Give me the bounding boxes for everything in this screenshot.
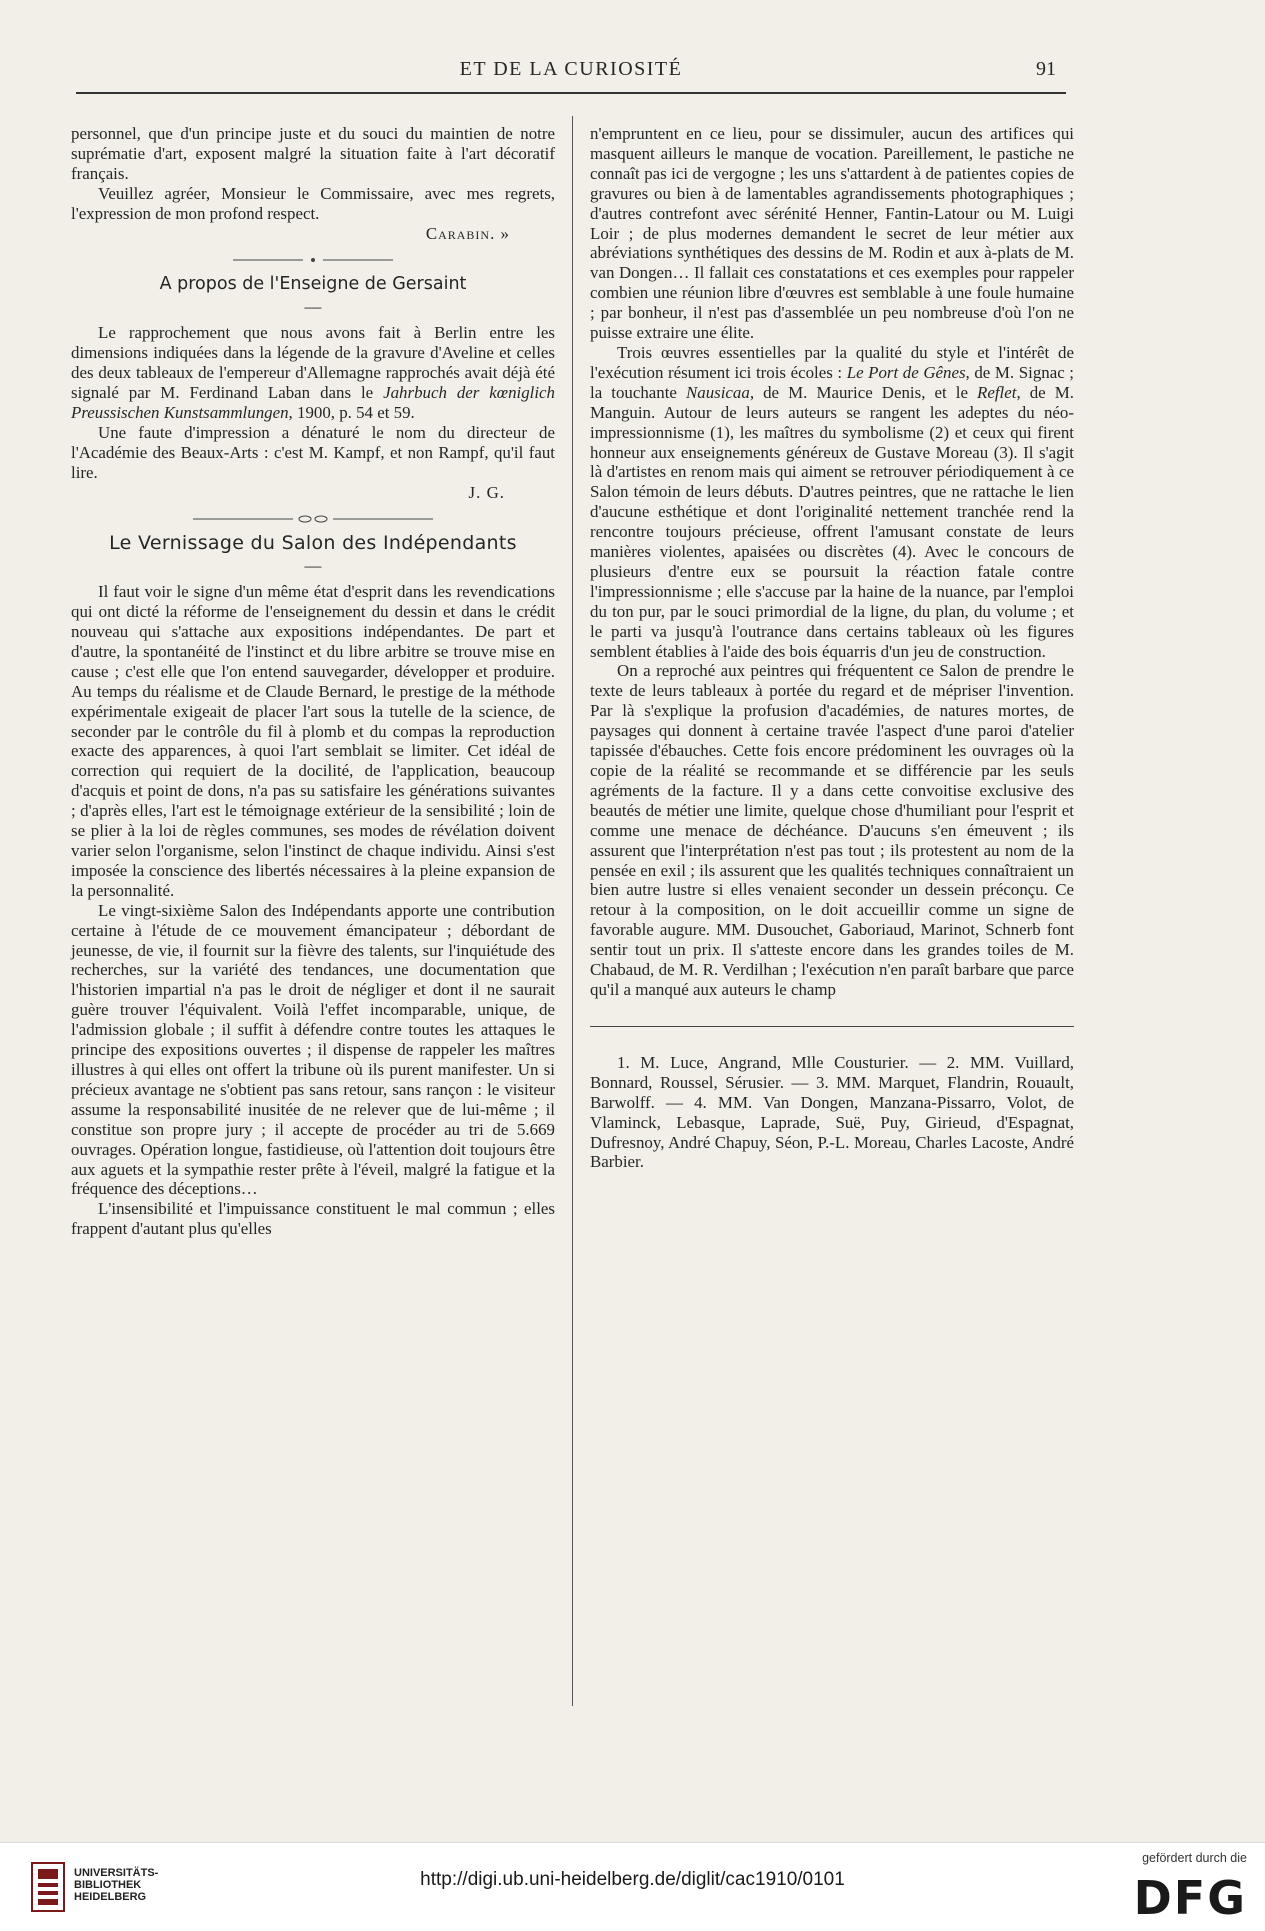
right-column: [590, 124, 1074, 1172]
paragraph: personnel, que d'un principe juste et du souci du maintien de notre suprématie d'art, exposent malgré la situation faite à l'art décoratif français.: [71, 124, 555, 183]
footnote-rule: [590, 1026, 1074, 1027]
heading-dash: —: [304, 556, 322, 576]
heading-dash: —: [304, 297, 322, 317]
paragraph: Une faute d'impression a dénaturé le nom du directeur de l'Académie des Beaux-Arts : c'est M. Kampf, et non Rampf, qu'il faut lire.: [71, 422, 555, 482]
running-title: ET DE LA CURIOSITÉ: [459, 58, 683, 80]
paragraph: Le rapprochement que nous avons fait à Berlin entre les dimensions indiquées dans la légende de la gravure d'Aveline et celles des deux tableaux de l'empereur d'Allemagne rapprochés avait déjà été signalé par M. Ferdinand Laban dans le Jahrbuch der kœniglich Preussischen Kunstsammlungen, 1900, p. 54 et 59.: [71, 323, 555, 422]
paragraph: L'insensibilité et l'impuissance constituent le mal commun ; elles frappent d'autant plus qu'elles: [71, 1199, 555, 1239]
italic-title: Jahrbuch der kœniglich Preussischen Kunstsammlungen: [71, 382, 555, 422]
running-head: [76, 58, 1066, 94]
left-column: [71, 124, 555, 1239]
column-divider: [572, 116, 573, 1706]
library-name: UNIVERSITÄTS- BIBLIOTHEK HEIDELBERG: [74, 1867, 159, 1903]
footnote-text: 1. M. Luce, Angrand, Mlle Cousturier. — 2. MM. Vuillard, Bonnard, Roussel, Sérusier. — 3. MM. Marquet, Flandrin, Rouault, Barwolff. — 4. MM. Van Dongen, Manzana-Pissarro, Volot, de Vlaminck, Lebasque, Laprade, Suë, Puy, Girieud, d'Espagnat, Dufresnoy, André Chapuy, Séon, P.-L. Moreau, Charles Lacoste, André Barbier.: [590, 1052, 1074, 1172]
digitization-footer: [0, 1842, 1265, 1931]
paragraph: On a reproché aux peintres qui fréquentent ce Salon de prendre le texte de leurs tableaux à portée du regard et de mépriser l'invention. Par là s'explique la profusion d'académies, de natures mortes, de paysages qui donnent à certaine travée l'aspect d'une paroi d'atelier tapissée d'ébauches. Cette fois encore prédominent les ouvrages où la copie de la réalité se recommande et se différencie par les seuls agréments de la facture. Il y a dans cette convoitise exclusive des beautés de métier une limite, quelque chose d'humiliant pour l'esprit et comme une menace de déchéance. D'aucuns s'en émeuvent ; ils assurent que l'interprétation n'est pas tout ; ils protestent au nom de la pensée en exil ; ils assurent que les qualités techniques connaîtraient un bien autre lustre si elles venaient seconder un dessein préconçu. Ce retour à la composition, on le doit accueillir comme un signe de favorable augure. MM. Dusouchet, Gaboriaud, Marinot, Schnerb font sentir tout un prix. Il s'atteste encore dans les grandes toiles de M. Chabaud, de M. R. Verdilhan ; l'exécution n'en paraît barbare que parce qu'il a manqué aux auteurs le champ: [590, 661, 1074, 999]
page-number: 91: [1036, 58, 1056, 80]
ornament-divider: [71, 510, 555, 524]
paragraph: Le vingt-sixième Salon des Indépendants apporte une contribution certaine à l'étude de ce mouvement émancipateur ; débordant de jeunesse, de vie, il fournit sur la fièvre des talents, sur l'inquiétude des recherches, sur la variété des tendances, une documentation que l'historien impartial n'a pas le droit de négliger et dont il ne saurait guère trouver l'équivalent. Voilà l'effet incomparable, unique, de l'admission globale ; il suffit à défendre contre toutes les attaques le principe des expositions ouvertes ; il dispense de rappeler les maîtres illustres à qui elles ont offert la tribune où ils purent manifester. Un si précieux avantage ne s'obtient pas sans retour, sans rançon : le visiteur assume la responsabilité inusitée de ne relever que de lui-même ; il constitue son propre jury ; il accepte de procéder au tri de 5.669 ouvrages. Opération longue, fastidieuse, où l'attention doit toujours être aux aguets et la sympathie rester prête à l'éveil, malgré la fatigue et la fréquence des déceptions…: [71, 900, 555, 1199]
paragraph: Il faut voir le signe d'un même état d'esprit dans les revendications qui ont dicté la réforme de l'enseignement du dessin et dans le crédit nouveau qui s'attache aux expositions indépendantes. De part et d'autre, la spontanéité de l'instinct et du libre arbitre se trouve mise en cause ; c'est elle que l'on entend sauvegarder, développer et produire. Au temps du réalisme et de Claude Bernard, le prestige de la méthode expérimentale exigeait de placer l'art sous la tutelle de la science, de seconder par le contrôle du fil à plomb et du compas la reproduction exacte des apparences, à quoi l'art semblait se limiter. Cet idéal de correction qui requiert de la docilité, de l'application, beaucoup d'acquis et point de dons, n'a pas su satisfaire les générations suivantes ; d'après elles, l'art est le témoignage extérieur de la sensibilité ; loin de se plier à la loi de règles communes, ses modes de révélation doivent varier selon l'organisme, selon l'instinct de chaque individu. Ainsi s'est imposée la conscience des libertés nécessaires à la pleine expansion de la personnalité.: [71, 582, 555, 900]
author-initials: J. G.: [468, 482, 505, 502]
signature: Carabin. »: [425, 223, 510, 243]
paragraph: Trois œuvres essentielles par la qualité du style et l'intérêt de l'exécution résument ici trois écoles : Le Port de Gênes, de M. Signac ; la touchante Nausicaa, de M. Maurice Denis, et le Reflet, de M. Manguin. Autour de leurs auteurs se rangent les adeptes du néo-impressionnisme (1), les maîtres du symbolisme (2) et ceux qui firent honneur aux enseignements généreux de Gustave Moreau (3). Il s'agit là d'artistes en renom mais qui aiment se retrouver périodiquement à ce Salon témoin de leurs débuts. D'autres peintres, que ne rattache le lien d'aucune esthétique et dont l'originalité nettement tranchée rend la rencontre toujours précieuse, offrent l'amusant constate de leurs manières violentes, apaisées ou discrètes (4). Avec le concours de plusieurs d'entre eux se poursuit la réaction fatale contre l'impressionnisme ; elle s'accuse par la haine de la nuance, par l'emploi du ton pur, par le souci primordial de la ligne, du plan, du volume ; et le parti va jusqu'à l'outrance dans certains tableaux où les figures semblent établies à l'aide des bois équarris d'un jeu de construction.: [590, 342, 1074, 661]
italic-title: Nausicaa: [686, 382, 750, 402]
funding-note: gefördert durch die: [1142, 1851, 1247, 1865]
section-heading: Le Vernissage du Salon des Indépendants: [109, 532, 517, 555]
italic-title: Reflet: [977, 382, 1017, 402]
italic-title: Le Port de Gênes: [846, 362, 966, 382]
dfg-logo: DFG: [1133, 1871, 1247, 1925]
paragraph: n'empruntent en ce lieu, pour se dissimuler, aucun des artifices qui masquent ailleurs le manque de vocation. Pareillement, le pastiche ne connaît pas ici de vergogne ; les uns s'attardent à de patientes copies de gravures ou bien à de lamentables agrandissements photographiques ; d'autres contrefont avec sérénité Henner, Fantin-Latour ou M. Luigi Loir ; de plus modernes demandent le secret de leur métier aux abréviations synthétiques des dessins de M. Rodin et aux à-plats de M. van Dongen… Il fallait ces constatations et ces exemples pour rappeler combien une réunion libre d'œuvres est semblable à une foule humaine ; par bonheur, il n'est pas d'assemblée un peu nombreuse d'où l'on ne puisse extraire une élite.: [590, 124, 1074, 343]
permalink-url[interactable]: http://digi.ub.uni-heidelberg.de/diglit/cac1910/0101: [420, 1869, 845, 1890]
paragraph: Veuillez agréer, Monsieur le Commissaire, avec mes regrets, l'expression de mon profond respect.: [71, 183, 555, 223]
footnotes: [590, 1053, 1074, 1172]
ornament-divider: [71, 251, 555, 265]
section-heading: A propos de l'Enseigne de Gersaint: [159, 274, 467, 295]
